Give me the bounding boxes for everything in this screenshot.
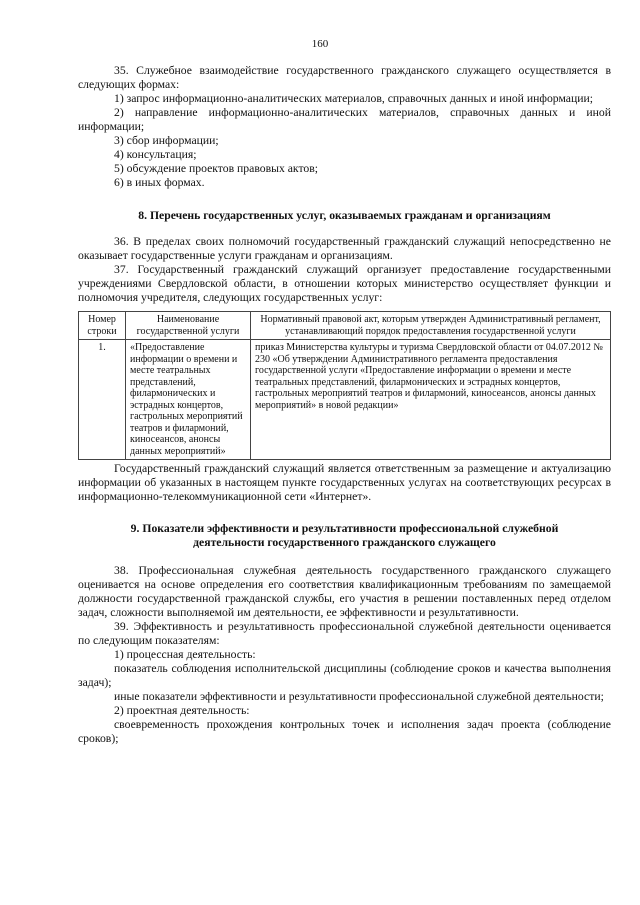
section-9-heading-line2: деятельности государственного гражданского служащего (193, 536, 496, 549)
services-table-wrapper (78, 311, 611, 460)
list-item: 3) сбор информации; (114, 134, 219, 147)
paragraph-38: 38. Профессиональная служебная деятельность государственного гражданского служащего оценивается на основе определения его соответствия квалификационным требованиям по замещаемой должности государственной гражданской службы, его участия в решении поставленных перед отделом задач, сложности выполняемой им деятельности, ее эффективности и результативности. (78, 564, 611, 619)
paragraph-39-1b: иные показатели эффективности и результативности профессиональной служебной деятельности; (114, 690, 604, 703)
paragraph-36: 36. В пределах своих полномочий государственный гражданский служащий непосредственно не оказывает государственные услуги гражданам и организациям. (78, 235, 611, 262)
cell-service-name: «Предоставление информации о времени и месте театральных представлений, филармонических и эстрадных концертов, гастрольных мероприятий театров и филармоний, киносеансов, анонсы данных мероприятий» (126, 340, 251, 460)
page-number: 160 (311, 38, 329, 50)
cell-row-number: 1. (79, 340, 126, 460)
paragraph-35-intro: 35. Служебное взаимодействие государственного гражданского служащего осуществляется в следующих формах: (78, 64, 611, 91)
page-content (78, 0, 611, 746)
paragraph-39-1a: показатель соблюдения исполнительской дисциплины (соблюдение сроков и качества выполнения задач); (78, 662, 611, 689)
list-item: 6) в иных формах. (114, 176, 205, 189)
section-8-heading: 8. Перечень государственных услуг, оказываемых гражданам и организациям (138, 209, 551, 222)
list-item: 5) обсуждение проектов правовых актов; (114, 162, 319, 175)
list-item: 1) запрос информационно-аналитических материалов, справочных данных и иной информации; (114, 92, 593, 105)
table-header-row (79, 312, 611, 340)
header-legal-act: Нормативный правовой акт, которым утвержден Административный регламент, устанавливающий порядок предоставления государственной услуги (251, 312, 611, 340)
services-table (78, 311, 611, 460)
header-row-number: Номер строки (79, 312, 126, 340)
paragraph-39-2: 2) проектная деятельность: (114, 704, 250, 717)
header-service-name: Наименование государственной услуги (126, 312, 251, 340)
paragraph-39-1: 1) процессная деятельность: (114, 648, 256, 661)
paragraph-39: 39. Эффективность и результативность профессиональной служебной деятельности оценивается по следующим показателям: (78, 620, 611, 647)
paragraph-after-table: Государственный гражданский служащий является ответственным за размещение и актуализацию информации об указанных в настоящем пункте государственных услугах на соответствующих ресурсах в информационно-телекоммуникационной сети «Интернет». (78, 462, 611, 503)
cell-legal-act: приказ Министерства культуры и туризма Свердловской области от 04.07.2012 № 230 «Об утверждении Административного регламента предоставления государственной услуги «Предоставление информации о времени и месте театральных представлений, филармонических и эстрадных концертов, гастрольных мероприятий театров и филармоний, киносеансов, анонсы данных мероприятий» в новой редакции» (251, 340, 611, 460)
list-item: 2) направление информационно-аналитических материалов, справочных данных и иной информации; (78, 106, 611, 133)
table-row (79, 340, 611, 460)
paragraph-39-2a: своевременность прохождения контрольных точек и исполнения задач проекта (соблюдение сроков); (78, 718, 611, 745)
paragraph-37: 37. Государственный гражданский служащий организует предоставление государственными учреждениями Свердловской области, в отношении которых министерство осуществляет функции и полномочия учредителя, следующих государственных услуг: (78, 263, 611, 304)
section-9-heading-line1: 9. Показатели эффективности и результативности профессиональной служебной (130, 522, 559, 535)
list-item: 4) консультация; (114, 148, 197, 161)
